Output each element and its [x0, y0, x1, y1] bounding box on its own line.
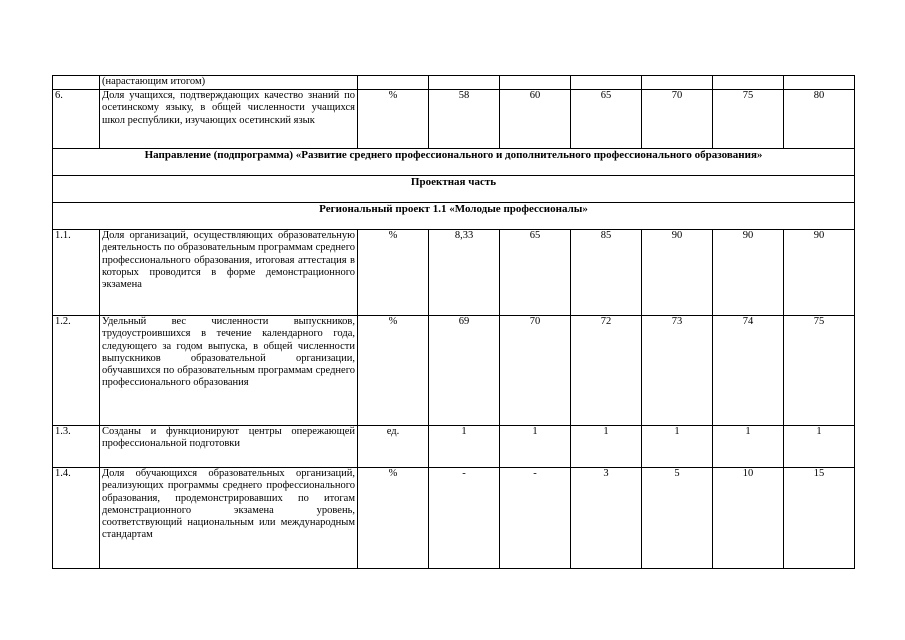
value-cell: 10 [713, 468, 784, 569]
value-cell: 15 [784, 468, 855, 569]
indicator-description: Доля учащихся, подтверждающих качество знаний по осетинскому языку, в общей численности учащихся школ республики, изучающих осетинский язык [100, 90, 358, 149]
value-cell: 90 [713, 230, 784, 316]
value-cell: 60 [500, 90, 571, 149]
value-cell: 5 [642, 468, 713, 569]
unit-cell: ед. [358, 426, 429, 468]
indicator-description: Доля организаций, осуществляющих образовательную деятельность по образовательным программам среднего профессионального образования, итоговая аттестация в которых проводится в форме демонстрационного экзамена [100, 230, 358, 316]
direction-header: Направление (подпрограмма) «Развитие среднего профессионального и дополнительного профессионального образования» [53, 149, 855, 176]
table-row [53, 76, 855, 90]
indicator-description: Доля обучающихся образовательных организаций, реализующих программы среднего профессионального образования, продемонстрировавших по итогам демонстрационного экзамена уровень, соответствующий национальным или международным стандартам [100, 468, 358, 569]
row-number [53, 76, 100, 90]
value-cell: 72 [571, 316, 642, 426]
value-cell: 8,33 [429, 230, 500, 316]
value-cell: 1 [784, 426, 855, 468]
row-number: 1.4. [53, 468, 100, 569]
value-cell: 3 [571, 468, 642, 569]
table-row [53, 230, 855, 316]
value-cell: 1 [500, 426, 571, 468]
unit-cell: % [358, 230, 429, 316]
value-cell: 90 [784, 230, 855, 316]
value-cell: 65 [500, 230, 571, 316]
value-cell: 1 [642, 426, 713, 468]
row-number: 6. [53, 90, 100, 149]
value-cell: 65 [571, 90, 642, 149]
value-cell [784, 76, 855, 90]
indicator-description: (нарастающим итогом) [100, 76, 358, 90]
value-cell: 1 [429, 426, 500, 468]
project-part-header: Проектная часть [53, 176, 855, 203]
unit-cell: % [358, 468, 429, 569]
value-cell: 75 [713, 90, 784, 149]
row-number: 1.1. [53, 230, 100, 316]
unit-cell [358, 76, 429, 90]
table-row [53, 316, 855, 426]
value-cell: 75 [784, 316, 855, 426]
table-row [53, 426, 855, 468]
value-cell [713, 76, 784, 90]
value-cell [642, 76, 713, 90]
indicator-description: Созданы и функционируют центры опережающей профессиональной подготовки [100, 426, 358, 468]
value-cell: 73 [642, 316, 713, 426]
row-number: 1.2. [53, 316, 100, 426]
value-cell: 1 [713, 426, 784, 468]
value-cell: 80 [784, 90, 855, 149]
value-cell: 70 [642, 90, 713, 149]
indicator-description: Удельный вес численности выпускников, трудоустроившихся в течение календарного года, следующего за годом выпуска, в общей численности выпускников образовательной организации, обучавшихся по образовательным программам среднего профессионального образования [100, 316, 358, 426]
section-header-row [53, 149, 855, 176]
value-cell: - [429, 468, 500, 569]
indicators-table [52, 75, 855, 569]
value-cell [500, 76, 571, 90]
value-cell: 70 [500, 316, 571, 426]
unit-cell: % [358, 316, 429, 426]
unit-cell: % [358, 90, 429, 149]
value-cell: 85 [571, 230, 642, 316]
value-cell [571, 76, 642, 90]
regional-project-header: Региональный проект 1.1 «Молодые профессионалы» [53, 203, 855, 230]
value-cell: - [500, 468, 571, 569]
value-cell: 90 [642, 230, 713, 316]
value-cell: 74 [713, 316, 784, 426]
table-row [53, 468, 855, 569]
value-cell: 58 [429, 90, 500, 149]
section-header-row [53, 176, 855, 203]
value-cell: 1 [571, 426, 642, 468]
section-header-row [53, 203, 855, 230]
value-cell: 69 [429, 316, 500, 426]
value-cell [429, 76, 500, 90]
row-number: 1.3. [53, 426, 100, 468]
table-row [53, 90, 855, 149]
